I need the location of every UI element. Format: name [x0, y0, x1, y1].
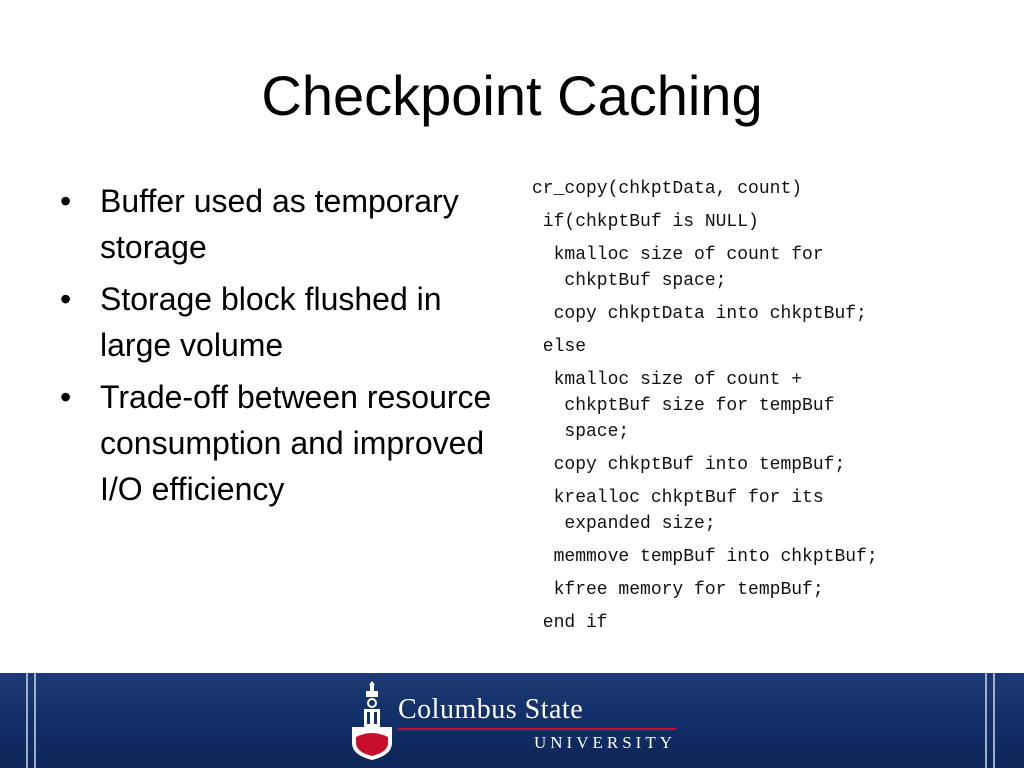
- bullet-item: [58, 374, 498, 512]
- wordmark-rule: [398, 728, 676, 730]
- footer-bar: [0, 673, 1024, 768]
- code-line: expanded size;: [532, 514, 716, 534]
- university-name: Columbus State: [398, 694, 584, 725]
- bullet-item: [58, 276, 498, 368]
- footer-divider: [26, 673, 28, 768]
- code-line: cr_copy(chkptData, count): [532, 179, 803, 199]
- bullet-list: [58, 178, 498, 518]
- code-line: space;: [532, 422, 630, 442]
- code-line: chkptBuf space;: [532, 271, 727, 291]
- code-line: chkptBuf size for tempBuf: [532, 396, 835, 416]
- bullet-text: Buffer used as temporary storage: [100, 183, 459, 265]
- slide-title: Checkpoint Caching: [261, 64, 763, 127]
- footer-divider: [34, 673, 36, 768]
- bullet-dot: •: [60, 281, 72, 317]
- university-wordmark: [398, 695, 676, 753]
- bullet-item: [58, 178, 498, 270]
- code-line: kmalloc size of count +: [532, 370, 803, 390]
- code-line: if(chkptBuf is NULL): [532, 212, 759, 232]
- bullet-text: Storage block flushed in large volume: [100, 281, 442, 363]
- code-line: copy chkptBuf into tempBuf;: [532, 455, 846, 475]
- code-line: end if: [532, 613, 608, 633]
- bullet-dot: •: [60, 379, 72, 415]
- code-line: kfree memory for tempBuf;: [532, 580, 824, 600]
- bullet-dot: •: [60, 183, 72, 219]
- code-line: memmove tempBuf into chkptBuf;: [532, 547, 878, 567]
- clock-tower-shield-icon: [348, 681, 396, 761]
- pseudocode-block: [532, 176, 1002, 643]
- code-line: krealloc chkptBuf for its: [532, 488, 824, 508]
- university-subtitle: UNIVERSITY: [534, 733, 676, 752]
- footer-divider: [993, 673, 995, 768]
- footer-divider: [985, 673, 987, 768]
- code-line: copy chkptData into chkptBuf;: [532, 304, 867, 324]
- code-line: kmalloc size of count for: [532, 245, 824, 265]
- code-line: else: [532, 337, 587, 357]
- bullet-text: Trade-off between resource consumption and improved I/O efficiency: [100, 379, 492, 507]
